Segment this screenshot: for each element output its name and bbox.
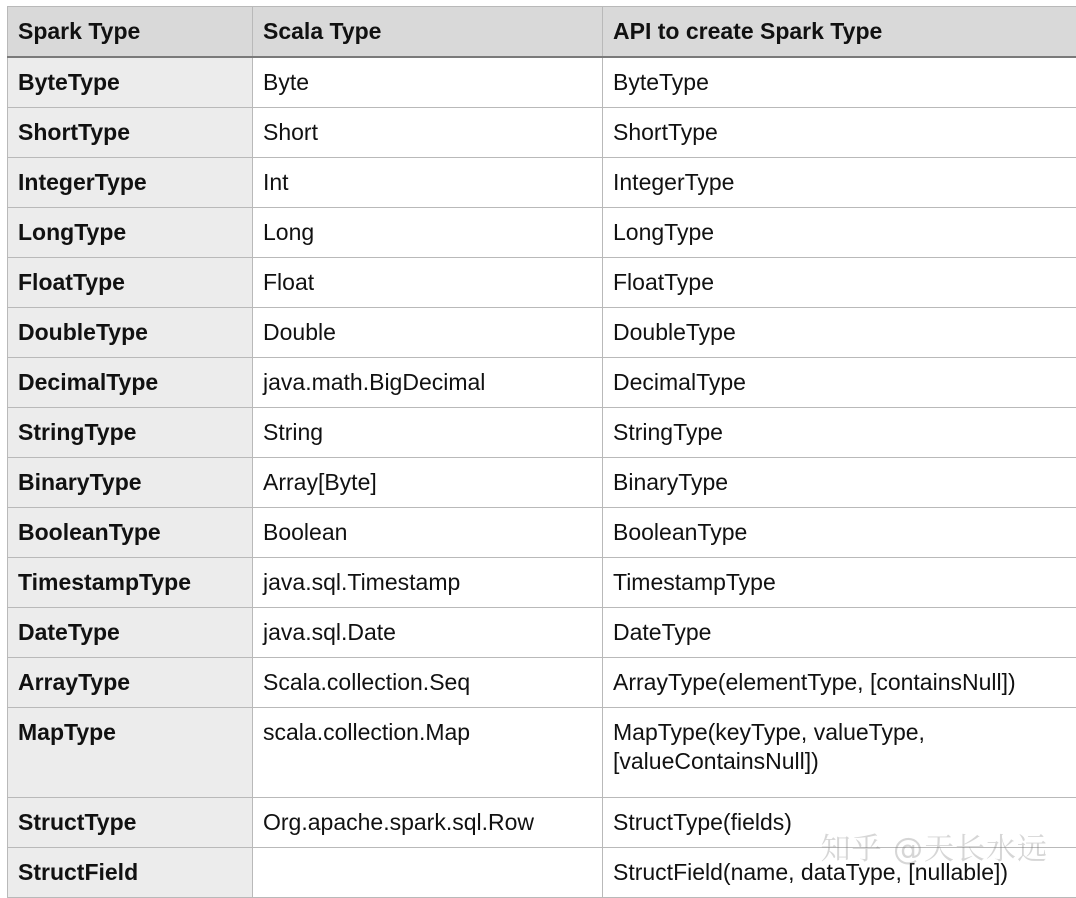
scala-type-cell: Scala.collection.Seq (253, 658, 603, 708)
scala-type-cell: String (253, 408, 603, 458)
spark-type-cell: FloatType (8, 258, 253, 308)
scala-type-cell: Float (253, 258, 603, 308)
api-cell: FloatType (603, 258, 1076, 308)
api-cell: ArrayType(elementType, [containsNull]) (603, 658, 1076, 708)
spark-type-cell: TimestampType (8, 558, 253, 608)
api-cell: StructType(fields) (603, 798, 1076, 848)
table-row (8, 158, 1076, 208)
table-row (8, 608, 1076, 658)
table-row (8, 358, 1076, 408)
header-spark-type: Spark Type (8, 7, 253, 58)
spark-type-cell: MapType (8, 708, 253, 798)
scala-type-cell: java.sql.Timestamp (253, 558, 603, 608)
api-cell: IntegerType (603, 158, 1076, 208)
scala-type-cell: java.sql.Date (253, 608, 603, 658)
api-cell: ShortType (603, 108, 1076, 158)
api-cell: DecimalType (603, 358, 1076, 408)
scala-type-cell: Org.apache.spark.sql.Row (253, 798, 603, 848)
spark-type-cell: StructField (8, 848, 253, 898)
spark-type-cell: StructType (8, 798, 253, 848)
spark-type-cell: DecimalType (8, 358, 253, 408)
table-row (8, 708, 1076, 798)
type-mapping-table-container (7, 6, 1076, 898)
api-cell: StructField(name, dataType, [nullable]) (603, 848, 1076, 898)
table-row (8, 57, 1076, 108)
scala-type-cell (253, 848, 603, 898)
api-cell: StringType (603, 408, 1076, 458)
api-cell: ByteType (603, 57, 1076, 108)
spark-type-cell: IntegerType (8, 158, 253, 208)
spark-type-cell: StringType (8, 408, 253, 458)
spark-type-cell: ByteType (8, 57, 253, 108)
table-row (8, 108, 1076, 158)
table-row (8, 208, 1076, 258)
scala-type-cell: java.math.BigDecimal (253, 358, 603, 408)
type-mapping-table (7, 6, 1076, 898)
api-cell: TimestampType (603, 558, 1076, 608)
scala-type-cell: Byte (253, 57, 603, 108)
api-cell: DoubleType (603, 308, 1076, 358)
scala-type-cell: Array[Byte] (253, 458, 603, 508)
table-row (8, 408, 1076, 458)
api-cell: DateType (603, 608, 1076, 658)
header-scala-type: Scala Type (253, 7, 603, 58)
spark-type-cell: BooleanType (8, 508, 253, 558)
table-row (8, 308, 1076, 358)
scala-type-cell: Boolean (253, 508, 603, 558)
watermark: 知乎 @天长水远 (820, 824, 1048, 868)
table-row (8, 558, 1076, 608)
header-row (8, 7, 1076, 58)
scala-type-cell: Int (253, 158, 603, 208)
table-row (8, 658, 1076, 708)
table-row (8, 848, 1076, 898)
table-row (8, 258, 1076, 308)
table-row (8, 458, 1076, 508)
spark-type-cell: ArrayType (8, 658, 253, 708)
api-cell: MapType(keyType, valueType, [valueContainsNull]) (603, 708, 1076, 798)
spark-type-cell: BinaryType (8, 458, 253, 508)
scala-type-cell: Double (253, 308, 603, 358)
api-cell: BooleanType (603, 508, 1076, 558)
api-cell: BinaryType (603, 458, 1076, 508)
api-cell: LongType (603, 208, 1076, 258)
spark-type-cell: DoubleType (8, 308, 253, 358)
scala-type-cell: scala.collection.Map (253, 708, 603, 798)
scala-type-cell: Long (253, 208, 603, 258)
spark-type-cell: LongType (8, 208, 253, 258)
table-row (8, 508, 1076, 558)
table-row (8, 798, 1076, 848)
spark-type-cell: DateType (8, 608, 253, 658)
scala-type-cell: Short (253, 108, 603, 158)
header-api: API to create Spark Type (603, 7, 1076, 58)
spark-type-cell: ShortType (8, 108, 253, 158)
